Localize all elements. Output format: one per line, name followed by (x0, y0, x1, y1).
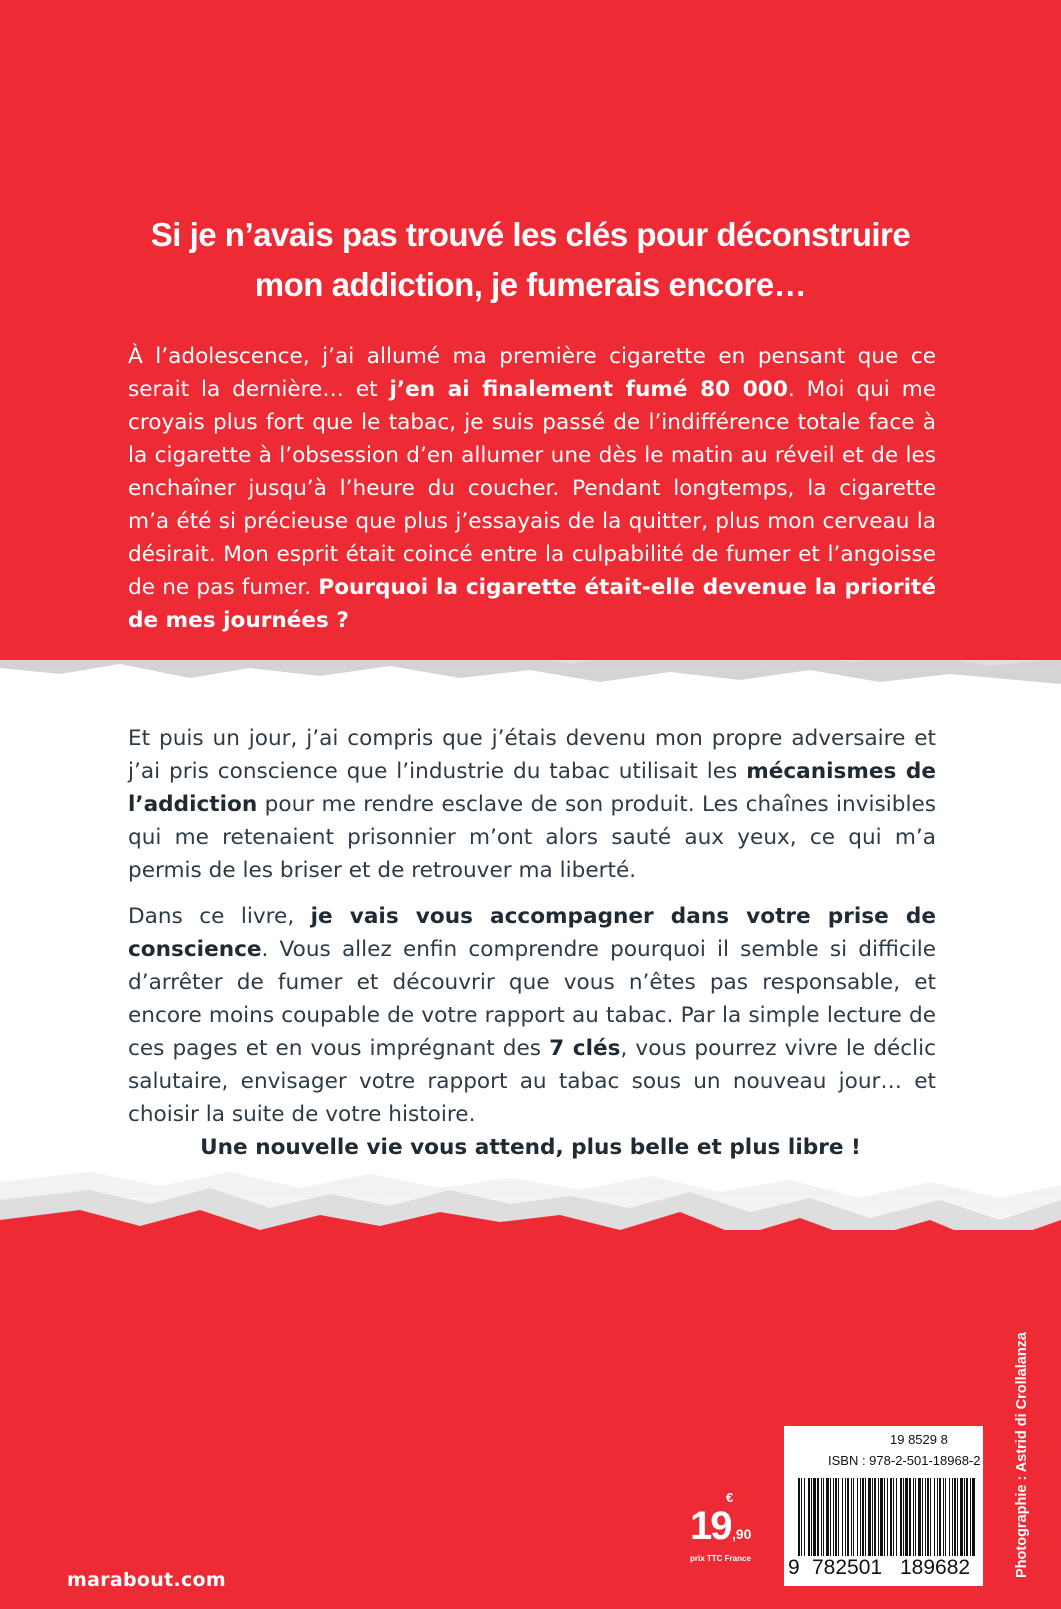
body-p1-text-1: Et puis un jour, j’ai compris que j’étais devenu mon propre adversaire et j’ai pris conscience que l’industrie du tabac utilisait les (128, 726, 936, 784)
body-text (128, 722, 936, 1144)
isbn: ISBN : 978-2-501-18968-2 (828, 1453, 981, 1468)
barcode-left-digits: 782501 (812, 1556, 883, 1579)
intro-text-1: À l’adolescence, j’ai allumé ma première cigarette en pensant que ce serait la dernière… et (128, 344, 936, 402)
price-note: prix TTC France (690, 1554, 751, 1563)
headline-line-1: Si je n’avais pas trouvé les clés pour déconstruire (150, 216, 911, 253)
publisher-website: marabout.com (67, 1569, 227, 1591)
barcode-right-digits: 189682 (900, 1556, 971, 1579)
price-cents: ,90 (732, 1526, 752, 1542)
headline (0, 210, 1061, 310)
price-currency: € (726, 1490, 734, 1505)
intro-paragraph (128, 340, 936, 637)
body-p1-bold-1: mécanismes de l’addiction (128, 759, 936, 817)
body-paragraph-2 (128, 900, 936, 1131)
price-euros: 19 (690, 1504, 731, 1548)
intro-text-2: . Moi qui me croyais plus fort que le tabac, je suis passé de l’indifférence totale face à la cigarette à l’obsession d’en allumer une dès le matin au réveil et de les enchaîner jusqu’à l’heure du coucher. Pendant longtemps, la cigarette m’a été si précieuse que plus j’essayais de la quitter, plus mon cerveau la désirait. Mon esprit était coincé entre la culpabilité de fumer et l’angoisse de ne pas fumer. (128, 377, 937, 600)
body-p2-text-3: , vous pourrez vivre le déclic salutaire, envisager votre rapport au tabac sous un nouveau jour… et choisir la suite de votre histoire. (128, 1036, 936, 1127)
body-p2-bold-2: 7 clés (549, 1036, 621, 1061)
intro-bold-2: Pourquoi la cigarette était-elle devenue la priorité de mes journées ? (128, 575, 936, 633)
barcode-digits (788, 1556, 980, 1586)
closing-tagline: Une nouvelle vie vous attend, plus belle et plus libre ! (200, 1135, 861, 1160)
body-paragraph-1 (128, 722, 936, 887)
body-p2-bold-1: je vais vous accompagner dans votre prise de conscience (128, 904, 936, 962)
intro-bold-1: j’en ai finalement fumé 80 000 (389, 377, 788, 402)
barcode-first-digit: 9 (788, 1556, 800, 1579)
headline-line-2: mon addiction, je fumerais encore… (254, 266, 807, 303)
body-p2-text-2: . Vous allez enfin comprendre pourquoi il semble si difficile d’arrêter de fumer et découvrir que vous n’êtes pas responsable, et encore moins coupable de votre rapport au tabac. Par la simple lecture de ces pages et en vous imprégnant des (128, 937, 936, 1061)
internal-code: 19 8529 8 (890, 1432, 948, 1447)
photo-credit: Photographie : Astrid di Crollalanza (1014, 1332, 1030, 1578)
barcode-bars (798, 1478, 976, 1556)
body-p1-text-2: pour me rendre esclave de son produit. Les chaînes invisibles qui me retenaient prisonnier m’ont alors sauté aux yeux, ce qui m’a permis de les briser et de retrouver ma liberté. (128, 792, 936, 883)
barcode-box (784, 1426, 983, 1586)
body-p2-text-1: Dans ce livre, (128, 904, 311, 929)
